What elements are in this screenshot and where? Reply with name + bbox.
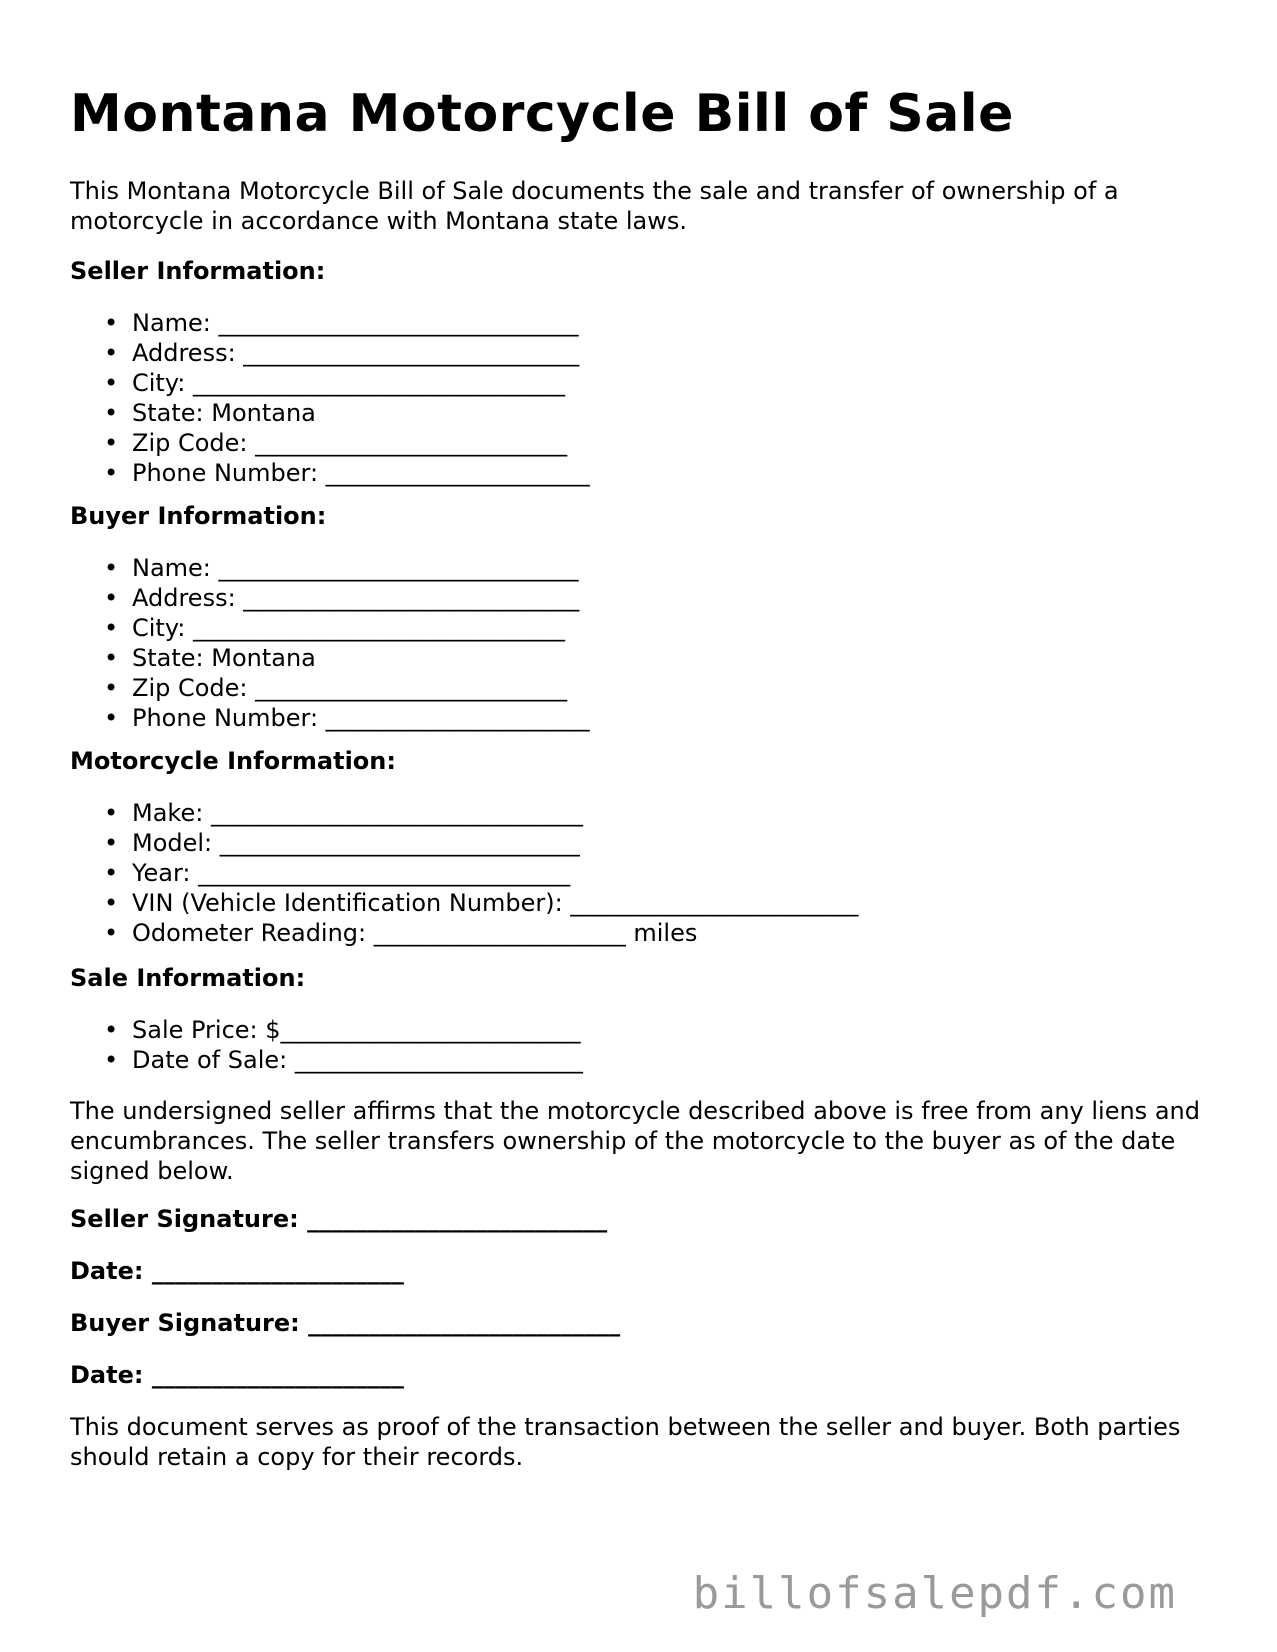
motorcycle-vin-field[interactable]: • VIN (Vehicle Identification Number): ________________________	[70, 888, 858, 918]
seller-info-list	[70, 308, 590, 488]
seller-name-field[interactable]: • Name: ______________________________	[70, 308, 590, 338]
seller-state-field: • State: Montana	[70, 398, 590, 428]
buyer-zip-field[interactable]: • Zip Code: __________________________	[70, 673, 590, 703]
motorcycle-make-field[interactable]: • Make: _______________________________	[70, 798, 858, 828]
sale-info-heading: Sale Information:	[70, 964, 306, 992]
buyer-info-list	[70, 553, 590, 733]
watermark-brand: billofsalepdf.com	[692, 1568, 1177, 1619]
seller-date-field[interactable]: Date: _____________________	[70, 1257, 404, 1285]
buyer-state-field: • State: Montana	[70, 643, 590, 673]
motorcycle-model-field[interactable]: • Model: ______________________________	[70, 828, 858, 858]
seller-city-field[interactable]: • City: _______________________________	[70, 368, 590, 398]
buyer-address-field[interactable]: • Address: ____________________________	[70, 583, 590, 613]
buyer-info-heading: Buyer Information:	[70, 502, 327, 530]
motorcycle-info-heading: Motorcycle Information:	[70, 747, 396, 775]
sale-date-field[interactable]: • Date of Sale: ________________________	[70, 1045, 583, 1075]
seller-address-field[interactable]: • Address: ____________________________	[70, 338, 590, 368]
seller-phone-field[interactable]: • Phone Number: ______________________	[70, 458, 590, 488]
intro-paragraph: This Montana Motorcycle Bill of Sale documents the sale and transfer of ownership of a motorcycle in accordance with Montana state laws.	[70, 177, 1119, 235]
motorcycle-year-field[interactable]: • Year: _______________________________	[70, 858, 858, 888]
sale-price-field[interactable]: • Sale Price: $_________________________	[70, 1015, 583, 1045]
buyer-phone-field[interactable]: • Phone Number: ______________________	[70, 703, 590, 733]
buyer-name-field[interactable]: • Name: ______________________________	[70, 553, 590, 583]
seller-info-heading: Seller Information:	[70, 257, 326, 285]
motorcycle-odometer-field[interactable]: • Odometer Reading: _____________________ miles	[70, 918, 858, 948]
seller-zip-field[interactable]: • Zip Code: __________________________	[70, 428, 590, 458]
buyer-date-field[interactable]: Date: _____________________	[70, 1361, 404, 1389]
sale-info-list	[70, 1015, 583, 1075]
buyer-city-field[interactable]: • City: _______________________________	[70, 613, 590, 643]
closing-paragraph: This document serves as proof of the transaction between the seller and buyer. Both parties should retain a copy for their records.	[70, 1413, 1181, 1471]
seller-signature-field[interactable]: Seller Signature: _________________________	[70, 1205, 608, 1233]
affirmation-paragraph: The undersigned seller affirms that the motorcycle described above is free from any liens and encumbrances. The seller transfers ownership of the motorcycle to the buyer as of the date signed below.	[70, 1097, 1200, 1185]
document-title: Montana Motorcycle Bill of Sale	[70, 84, 1014, 144]
buyer-signature-field[interactable]: Buyer Signature: __________________________	[70, 1309, 621, 1337]
motorcycle-info-list	[70, 798, 858, 948]
